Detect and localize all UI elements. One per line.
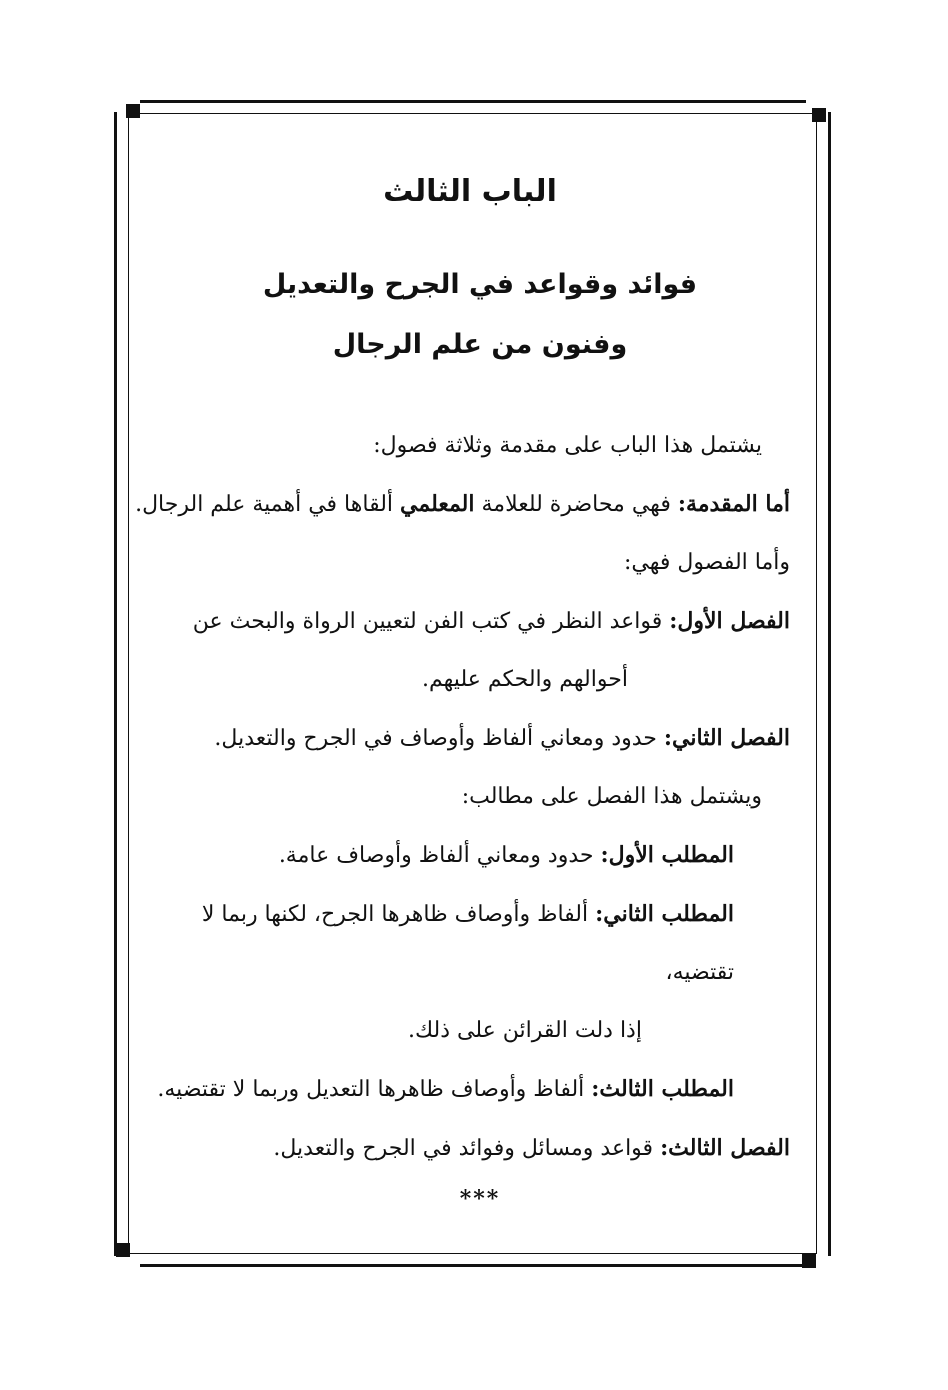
frame-corner-square [802, 1254, 816, 1268]
frame-corner-square [812, 108, 826, 122]
page-content [130, 160, 790, 1212]
chapter-item [130, 1119, 790, 1178]
intro-paragraph: يشتمل هذا الباب على مقدمة وثلاثة فصول: [373, 433, 762, 458]
matlab-item-label: المطلب الثالث: [591, 1076, 734, 1102]
matlab-item-text: ألفاظ وأوصاف ظاهرها الجرح، لكنها ربما لا تقتضيه، [201, 902, 734, 985]
end-marker: *** [459, 1186, 501, 1212]
muqaddima-label: أما المقدمة: [677, 491, 790, 517]
matlab-item [130, 1060, 790, 1119]
chapter-title [130, 255, 790, 375]
matalib-intro: ويشتمل هذا الفصل على مطالب: [461, 784, 762, 809]
matlab-item [130, 826, 790, 885]
matlab-item-text: حدود ومعاني ألفاظ وأوصاف عامة. [278, 843, 601, 868]
chapter-item-label: الفصل الأول: [669, 608, 790, 634]
matlab-item-continuation: إذا دلت القرائن على ذلك. [408, 1018, 642, 1043]
fusul-intro: وأما الفصول فهي: [624, 550, 790, 575]
chapter-item-text: قواعد ومسائل وفوائد في الجرح والتعديل. [273, 1136, 661, 1161]
chapter-item-continuation: أحوالهم والحكم عليهم. [422, 667, 628, 692]
chapter-item-label: الفصل الثالث: [660, 1135, 790, 1161]
matlab-item-label: المطلب الثاني: [595, 901, 734, 927]
chapter-item-label: الفصل الثاني: [663, 725, 790, 751]
frame-corner-square [116, 1243, 130, 1257]
scholar-name: المعلمي [400, 491, 475, 517]
chapter-title-line-1: فوائد وقواعد في الجرح والتعديل [262, 269, 698, 300]
chapter-item [130, 592, 790, 651]
chapter-item-text: حدود ومعاني ألفاظ وأوصاف في الجرح والتعديل. [214, 726, 664, 751]
chapter-item [130, 709, 790, 768]
muqaddima-paragraph [130, 475, 790, 534]
muqaddima-text-end: ألقاها في أهمية علم الرجال. [135, 492, 401, 517]
matlab-item-label: المطلب الأول: [600, 842, 734, 868]
matlab-item [130, 885, 790, 1002]
frame-notch [110, 1256, 140, 1272]
chapter-heading: الباب الثالث [383, 174, 557, 209]
matlab-item-text: ألفاظ وأوصاف ظاهرها التعديل وربما لا تقتضيه. [157, 1077, 592, 1102]
frame-corner-square [126, 104, 140, 118]
chapter-title-line-2: وفنون من علم الرجال [332, 329, 628, 360]
chapter-item-text: قواعد النظر في كتب الفن لتعيين الرواة والبحث عن [192, 609, 670, 634]
muqaddima-text: فهي محاضرة للعلامة [474, 492, 678, 517]
